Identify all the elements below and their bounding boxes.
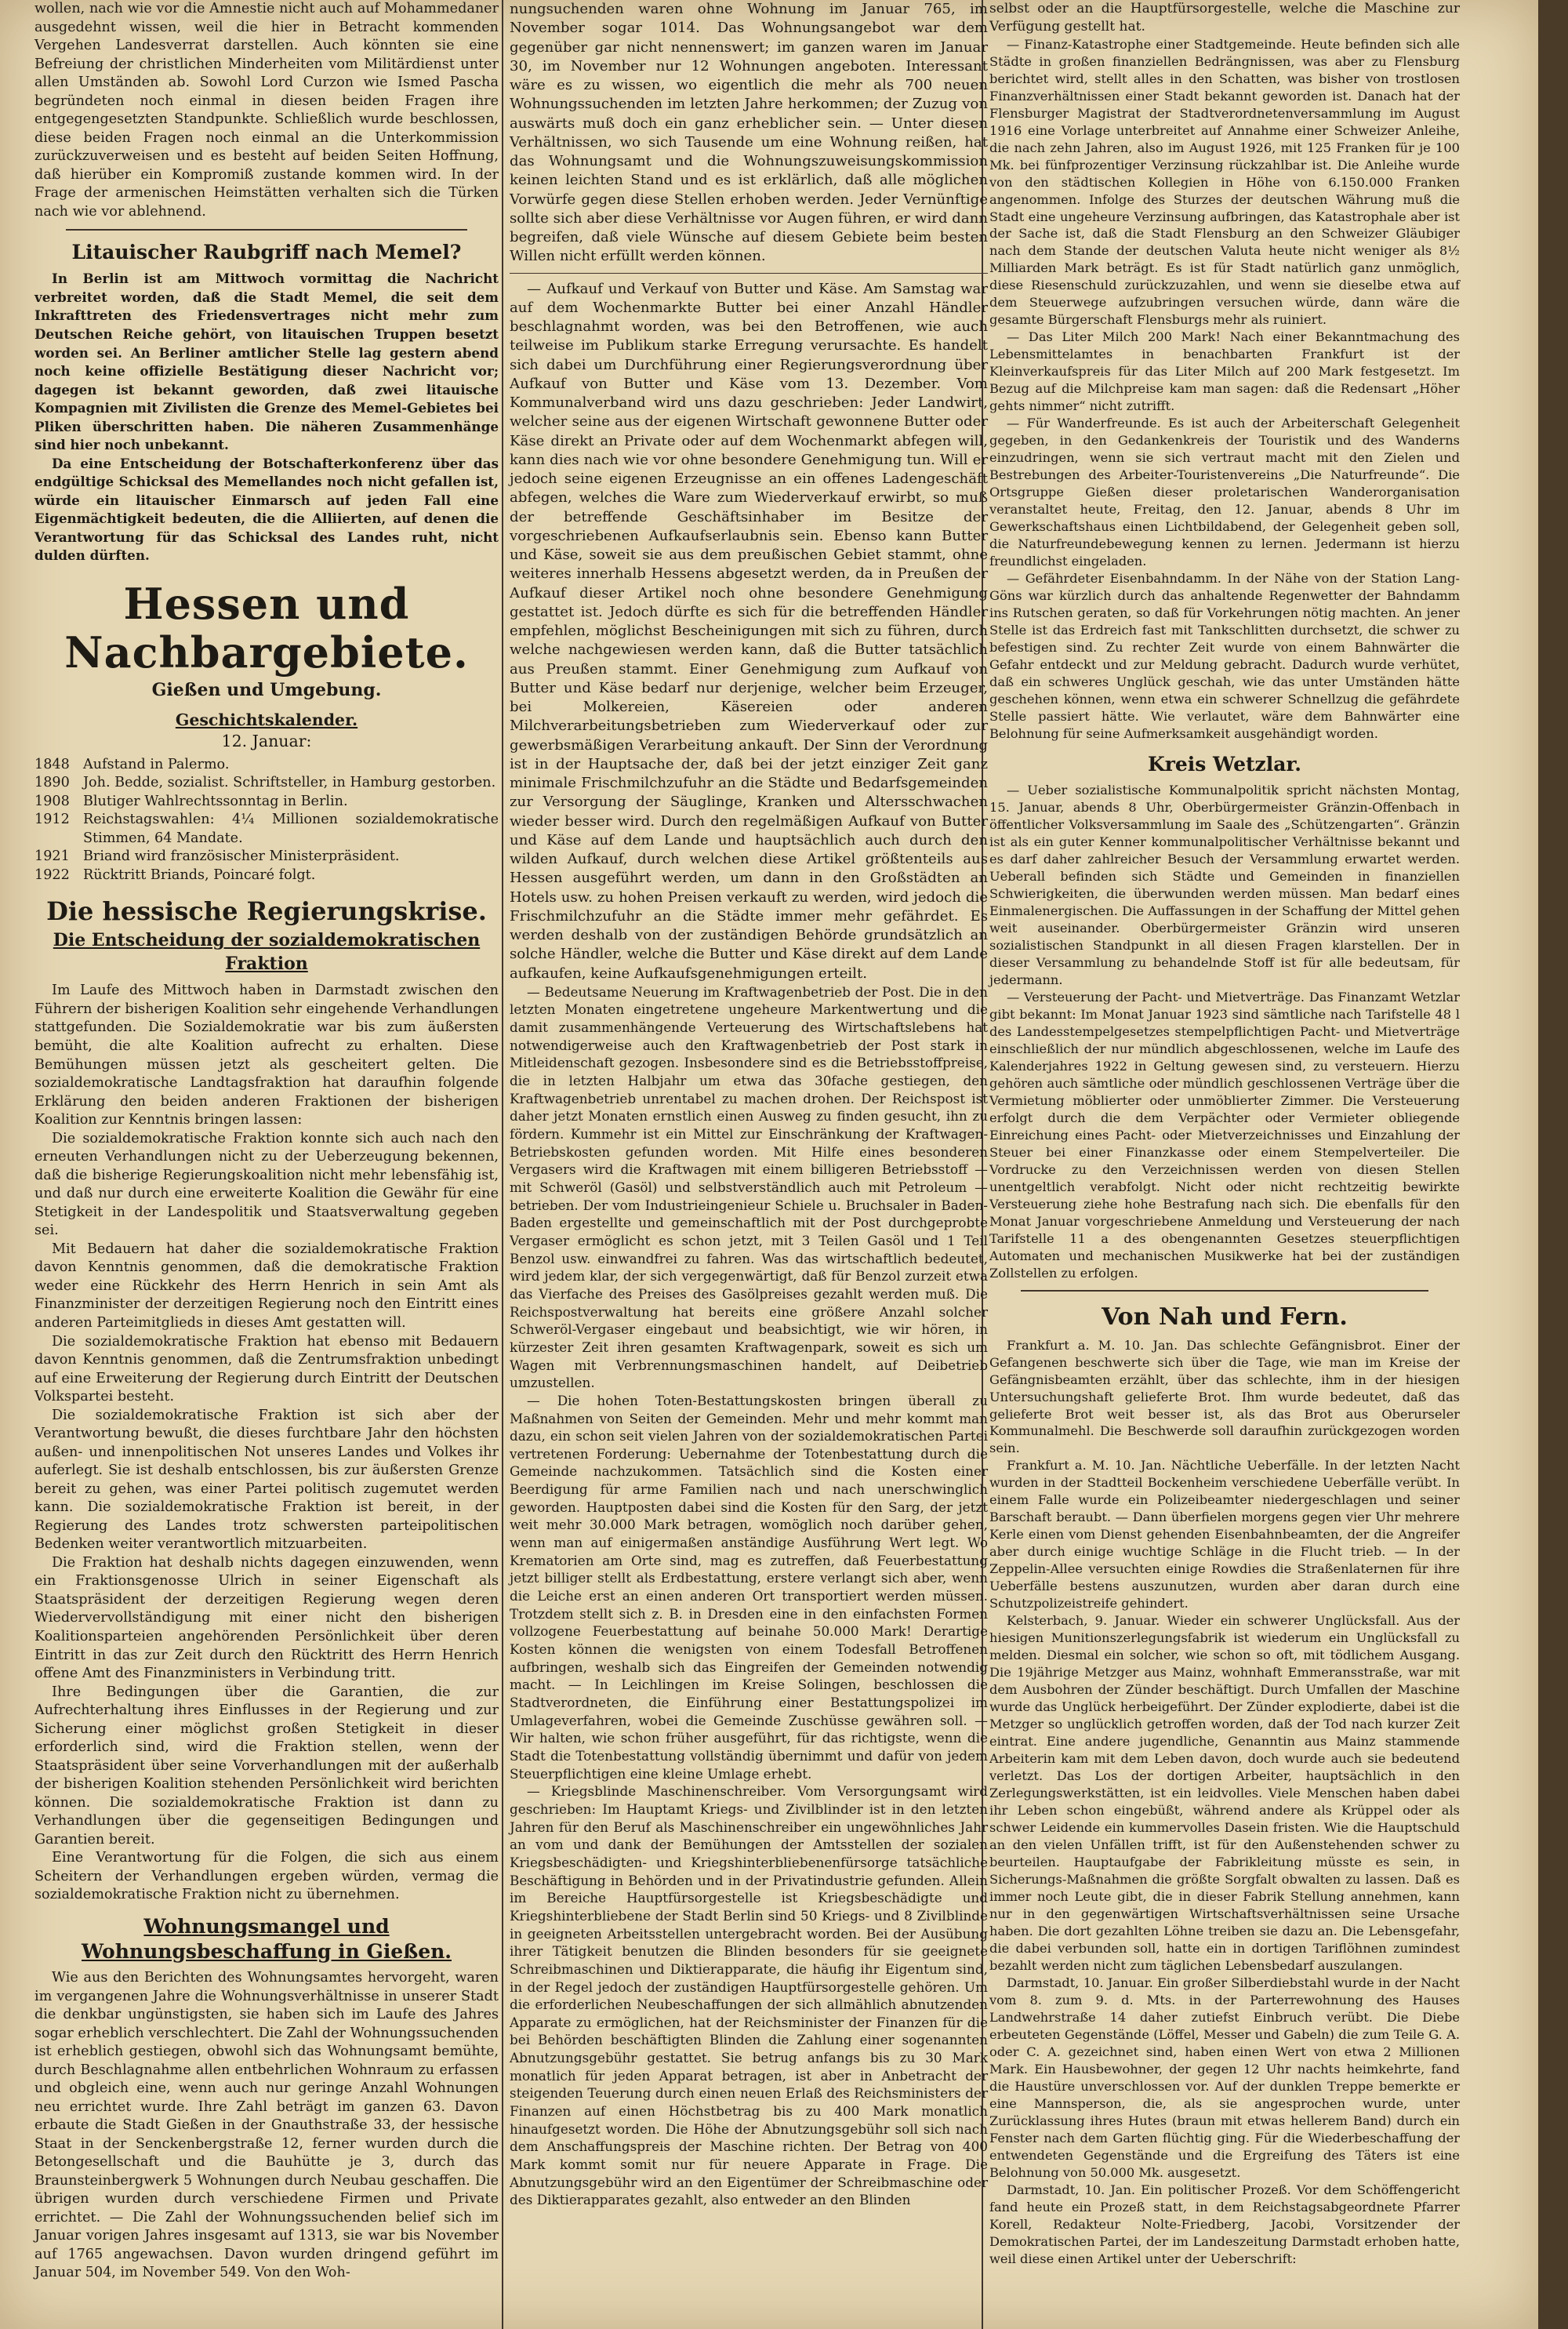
article-text: Da eine Entscheidung der Botschafterkonferenz über das endgültige Schicksal des Memellandes noch nicht gefallen ist, würde ein litauischer Einmarsch auf jeden Fall eine Eigenmächtigkeit bedeuten, die die Alliierten, auf denen die Verantwortung für das Schicksal des Landes ruht, nicht dulden dürften. [34, 455, 499, 564]
article-text: Mit Bedauern hat daher die sozialdemokratische Fraktion davon Kenntnis genommen, daß die demokratische Fraktion weder eine Rückkehr des Herrn Henrich in sein Amt als Finanzminister der derzeitigen Regierung noch den Eintritt eines anderen Parteimitglieds in dieses Amt gestatten will. [34, 1241, 499, 1331]
article-text: — Kriegsblinde Maschinenschreiber. Vom Versorgungsamt wird geschrieben: Im Hauptamt Kriegs- und Zivilblinder ist in den letzten Jahren für den Beruf als Maschinenschreiber ein ungewöhnliches Jahr an vom und dank der Bemühungen der Amtsstellen der sozialen Kriegsbeschädigten- und Kriegshinterbliebenenfürsorge tatsächliche Beschäftigung in Behörden und in der Privatindustrie gefunden. Allein im Bereiche Hauptfürsorgestelle ist Kriegsbeschädigte und Kriegshinterbliebene der Stadt Berlin sind 50 Kriegs- und 8 Zivilblinde in geeigneten Arbeitsstellen untergebracht worden. Bei der Ausübung ihrer Tätigkeit benutzen die Blinden besonders für sie geeignete Schreibmaschinen und Diktierapparate, die häufig ihr Eigentum sind, in der Regel jedoch der zuständigen Hauptfürsorgestelle gehören. Um die erforderlichen Neubeschaffungen der sich allmählich abnutzenden Apparate zu ermöglichen, hat der Reichsminister der Finanzen für die bei Behörden beschäftigten Blinden die Zahlung einer sogenannten Abnutzungsgebühr gestattet. Sie betrug anfangs bis zu 30 Mark monatlich für jeden Apparat betragen, ist aber in Anbetracht der steigenden Teuerung durch einen neuen Erlaß des Reichsministers der Finanzen auf einen Höchstbetrag bis zu 400 Mark monatlich hinaufgesetzt worden. Die Höhe der Abnutzungsgebühr soll sich nach dem Anschaffungspreis der Maschine richten. Der Betrag von 400 Mark kommt somit nur für neuere Apparate in Frage. Die Abnutzungsgebühr wird an den Eigentümer der Schreibmaschine oder des Diktierapparates gezahlt, also entweder an den Blinden [510, 1783, 988, 2208]
article-text: nungsuchenden waren ohne Wohnung im Januar 765, im November sogar 1014. Das Wohnungsangebot war dem gegenüber gar nicht nennenswert; im ganzen waren im Januar 30, im November nur 12 Wohnungen angeboten. Interessant wäre es zu wissen, wo eigentlich die mehr als 700 neuen Wohnungssuchenden im letzten Jahre herkommen; der Zuzug von auswärts muß doch ein ganz erheblicher sein. — Unter diesen Verhältnissen, wo sich Tausende um eine Wohnung reißen, hat das Wohnungsamt und die Wohnungszuweisungskommission keinen leichten Stand und es ist erklärlich, daß alle möglichen Vorwürfe gegen diese Stellen erhoben werden. Jeder Vernünftige sollte sich aber diese Verhältnisse vor Augen führen, er wird dann begreifen, daß viele Wünsche auf diesem Gebiete beim besten Willen nicht erfüllt werden können. [510, 1, 988, 265]
article-text: — Aufkauf und Verkauf von Butter und Käse. Am Samstag war auf dem Wochenmarkte Butter bei einer Anzahl Händler beschlagnahmt worden, was bei den Betroffenen, wie auch teilweise im Publikum starke Erregung verursachte. Es handelt sich dabei um Durchführung einer Regierungsverordnung über Aufkauf von Butter und Käse vom 13. Dezember. Vom Kommunalverband wird uns dazu geschrieben: Jeder Landwirt, welcher seine aus der eigenen Wirtschaft gewonnene Butter oder Käse direkt an Private oder auf dem Wochenmarkt abfegen will, kann dies nach wie vor ohne besondere Genehmigung tun. Will er jedoch seine eigenen Erzeugnisse an ein offenes Ladengeschäft abfegen, welches die Ware zum Wiederverkauf erwirbt, so muß der betreffende Geschäftsinhaber im Besitze der vorgeschriebenen Aufkaufserlaubnis sein. Ebenso kann Butter und Käse, soweit sie aus dem preußischen Gebiet stammt, ohne weiteres innerhalb Hessens abgesetzt werden, da in Preußen der Aufkauf dieser Artikel noch ohne besondere Genehmigung gestattet ist. Jedoch dürfte es sich für die betreffenden Händler empfehlen, möglichst Bescheinigungen mit sich zu führen, durch welche nachgewiesen werden kann, daß die Butter tatsächlich aus Preußen stammt. Einer Genehmigung zum Aufkauf von Butter und Käse bedarf nur derjenige, welcher beim Erzeuger, bei Molkereien, Käsereien oder anderen Milchverarbeitungsbetrieben zum Wiederverkauf oder zur gewerbsmäßigen Verarbeitung ankauft. Der Sinn der Verordnung ist in der Hauptsache der, daß bei der jetzt einziger Zeit ganz minimale Frischmilchzufuhr an die Städte und Bedarfsgemeinden zur Versorgung der Säuglinge, Kranken und Altersschwachen wieder besser wird. Durch den regelmäßigen Aufkauf von Butter und Käse auf dem Lande und hauptsächlich auch durch den wilden Aufkauf, durch welchen diese Artikel größtenteils aus Hessen ausgeführt werden, um dann in den Großstädten an Hotels usw. zu hohen Preisen verkauft zu werden, wird jedoch die Frischmilchzufuhr an die Städte immer mehr gefährdet. Es werden deshalb von der zuständigen Behörde grundsätzlich an solche Händler, welche die Butter und Käse direkt auf dem Lande aufkaufen, keine Aufkaufsgenehmigungen erteilt. [510, 280, 988, 982]
headline-wetzlar: Kreis Wetzlar. [1147, 753, 1302, 776]
article-text: — Die hohen Toten-Bestattungskosten bringen überall zu Maßnahmen von Seiten der Gemeinden. Mehr und mehr kommt man dazu, ein schon seit vielen Jahren von der sozialdemokratischen Partei vertretenen Forderung: Uebernahme der Totenbestattung durch die Gemeinde nachzukommen. Tatsächlich sind die Kosten einer Beerdigung für arme Familien nach und nach unerschwinglich geworden. Hauptposten dabei sind die Kosten für den Sarg, der jetzt weit mehr 30.000 Mark betragen, womöglich noch darüber gehen, wenn man auf einigermaßen anständige Ausführung Wert legt. Wo Krematorien am Orte sind, mag es zutreffen, daß Feuerbestattung jetzt billiger stellt als Erdbestattung, erstere verlangt sich aber, wenn die Leiche erst an einen anderen Ort transportiert werden müssen. Trotzdem stellt sich z. B. in Dresden eine in den einfachsten Formen vollzogene Feuerbestattung auf beinahe 50.000 Mark! Derartige Kosten können die wenigsten von einem Todesfall Betroffenen aufbringen, weshalb sich das Eingreifen der Gemeinden notwendig macht. — In Leichlingen im Kreise Solingen, beschlossen die Stadtverordneten, die Einführung einer Bestattungspolizei im Umlageverfahren, wobei die Gemeinde Zuschüsse gewähren soll. — Wir halten, wie schon früher ausgeführt, für das richtigste, wenn die Stadt die Totenbestattung vollständig übernimmt und dafür von jedem Steuerpflichtigen eine kleine Umlage erhebt. [510, 1392, 988, 1782]
left-column [34, 0, 499, 2283]
calendar-entry: 1912 Reichstagswahlen: 4¼ Millionen sozialdemokratische Stimmen, 64 Mandate. [34, 812, 499, 846]
headline-fern: Von Nah und Fern. [1102, 1303, 1348, 1331]
article-text: — Gefährdeter Eisenbahndamm. In der Nähe von der Station Lang-Göns war kürzlich durch das anhaltende Regenwetter der Bahndamm ins Rutschen geraten, so daß für Vorkehrungen nötig machten. An jener Stelle ist das Erdreich fast mit Tankschlitten durchsetzt, die schwer zu befestigen sind. Zu rechter Zeit wurde von einem Bahnwärter die Gefahr entdeckt und zur Meldung gebracht. Dadurch wurde verhütet, daß ein schweres Unglück geschah, wie das unter Umständen hätte geschehen können, wenn etwa ein schwerer Schnellzug die gefährdete Stelle passiert hätte. Wie verlautet, wäre dem Bahnwärter eine Belohnung für seine Aufmerksamkeit ausgehändigt worden. [989, 571, 1460, 742]
article-text: Die sozialdemokratische Fraktion hat ebenso mit Bedauern davon Kenntnis genommen, daß die Zentrumsfraktion unbedingt auf eine Erweiterung der Regierung durch Eintritt der Deutschen Volkspartei besteht. [34, 1333, 499, 1405]
middle-column [510, 0, 988, 2209]
divider [66, 229, 467, 231]
article-text: — Bedeutsame Neuerung im Kraftwagenbetrieb der Post. Die in den letzten Monaten eingetretene ungeheure Markentwertung und die damit zusammenhängende Verteuerung des Wirtschaftslebens hat notwendigerweise auch den Kraftwagenbetrieb der Post stark in Mitleidenschaft gezogen. Insbesondere sind es die Betriebsstoffpreise, die in letzten Halbjahr um etwa das 30fache gestiegen, den Kraftwagenbetrieb unrentabel zu machen drohen. Der Reichspost ist daher jetzt Monaten ernstlich einen Ausweg zu finden gesucht, ihn zu fördern. Kummehr ist ein Mittel zur Einschränkung der Kraftwagen-Betriebskosten gefunden worden. Mit Hilfe eines besonderen Vergasers wird die Kraftwagen mit einem billigeren Betriebsstoff — mit Schweröl (Gasöl) und selbstverständlich auch mit Petroleum — betrieben. Der vom Industrieingenieur Schiele u. Bruchsaler in Baden-Baden ergestellte und gemeinschaftlich mit der Post durchgeprobte Vergaser ermöglicht es schon jetzt, mit 3 Teilen Gasöl und 1 Teil Benzol usw. einwandfrei zu fahren. Was das wirtschaftlich bedeutet, wird jedem klar, der sich vergegenwärtigt, daß für Benzol zurzeit etwa das Vierfache des Preises des Gasölpreises gezahlt werden muß. Die Reichspostverwaltung hat bereits eine größere Anzahl solcher Schweröl-Vergaser eingebaut und beabsichtigt, wie wir hören, in kürzester Zeit ihren gesamten Kraftwagenpark, soweit es sich um Wagen mit Verbrennungsmaschinen handelt, auf Deibetrieb umzustellen. [510, 983, 988, 1391]
calendar-entry: 1922 Rücktritt Briands, Poincaré folgt. [34, 867, 316, 883]
article-text: Im Laufe des Mittwoch haben in Darmstadt zwischen den Führern der bisherigen Koalition sehr eingehende Verhandlungen stattgefunden. Die Sozialdemokratie war bis zum äußersten bemüht, die alte Koalition aufrecht zu erhalten. Diese Bemühungen müssen jetzt als gescheitert gelten. Die sozialdemokratische Landtagsfraktion hat daraufhin folgende Erklärung den beiden anderen Fraktionen der bisherigen Koalition zur Kenntnis bringen lassen: [34, 983, 499, 1128]
article-text: selbst oder an die Hauptfürsorgestelle, welche die Maschine zur Verfügung gestellt hat. [989, 1, 1460, 35]
calendar-entry: 1890 Joh. Bedde, sozialist. Schriftsteller, in Hamburg gestorben. [34, 775, 496, 791]
calendar-entry: 1921 Briand wird französischer Ministerpräsident. [34, 848, 400, 865]
divider [510, 273, 988, 274]
article-text: Die sozialdemokratische Fraktion konnte sich auch nach den erneuten Verhandlungen nicht zu der Ueberzeugung bekennen, daß die bisherige Regierungskoalition nicht mehr lebensfähig ist, und daß nur durch eine erweiterte Koalition die Gewähr für eine Stetigkeit in der Landespolitik und Staatsverwaltung gegeben sei. [34, 1130, 499, 1239]
article-text: Die sozialdemokratische Fraktion ist sich aber der Verantwortung bewußt, die dieses furchtbare Jahr den höchsten außen- und innenpolitischen Not unseres Landes und Volkes ihr auferlegt. Sie ist deshalb entschlossen, bis zur äußersten Grenze bereit zu gehen, was einer Partei politisch zugemutet werden kann. Die sozialdemokratische Fraktion ist bereit, in der Regierung des Landes trotz schwersten parteipolitischen Bedenken weiter verantwortlich mitzuarbeiten. [34, 1407, 499, 1553]
section-subheadline: Gießen und Umgebung. [151, 679, 382, 700]
article-text: — Finanz-Katastrophe einer Stadtgemeinde. Heute befinden sich alle Städte in großen finanziellen Bedrängnissen, was aber zu Flensburg berichtet wird, stellt alles in den Schatten, was bisher von trostlosen Finanzverhältnissen einer Stadt bekannt geworden ist. Danach hat der Flensburger Magistrat der Stadtverordnetenversammlung im August 1916 eine Vorlage unterbreitet auf Annahme einer Schweizer Anleihe, die nach zehn Jahren, also im August 1926, mit 125 Franken für je 100 Mk. bei fünfprozentiger Verzinsung rückzahlbar ist. Die Anleihe wurde von den städtischen Kollegien in Höhe von 6.150.000 Franken angenommen. Infolge des Sturzes der deutschen Währung muß die Stadt eine ungeheure Verzinsung aufbringen, das Katastrophale aber ist der Sache ist, daß die Stadt Flensburg an den Schweizer Gläubiger nach dem Stande der deutschen Valuta heute nicht weniger als 8½ Milliarden Mark beträgt. Es ist für Stadt natürlich ganz unmöglich, diese Riesenschuld zurückzuzahlen, und wenn sie dieselbe etwa auf dem Steuerwege aufzubringen versuchen würde, dann wäre die gesamte Bürgerschaft Flensburgs mehr als ruiniert. [989, 36, 1460, 328]
article-text: Frankfurt a. M. 10. Jan. Nächtliche Ueberfälle. In der letzten Nacht wurden in der Stadtteil Bockenheim verschiedene Ueberfälle verübt. In einem Falle wurde ein Polizeibeamter niedergeschlagen und seiner Barschaft beraubt. — Dann überfielen morgens gegen vier Uhr mehrere Kerle einen vom Dienst gehenden Eisenbahnbeamten, der die Angreifer aber durch einige wuchtige Schläge in die Flucht trieb. — In der Zeppelin-Allee versuchten einige Rowdies die Straßenlaternen für ihre Ueberfälle bestens auszunutzen, wurden aber daran durch eine Schutzpolizeistreife gehindert. [989, 1458, 1460, 1611]
calendar-entry: 1848 Aufstand in Palermo. [34, 756, 230, 772]
article-text: Darmstadt, 10. Jan. Ein politischer Prozeß. Vor dem Schöffengericht fand heute ein Prozeß statt, in dem Reichstagsabgeordnete Pfarrer Korell, Redakteur Nolte-Friedberg, Jacobi, Vorsitzender der Demokratischen Partei, der im Landeszeitung Darmstadt erhoben hatte, weil diese einen Artikel unter der Ueberschrift: [989, 2182, 1460, 2266]
article-text: — Für Wanderfreunde. Es ist auch der Arbeiterschaft Gelegenheit gegeben, in den Gedankenkreis der Touristik und des Wanderns einzudringen, wenn sie sich vertraut macht mit den Zielen und Bestrebungen des Arbeiter-Touristenvereins „Die Naturfreunde“. Die Ortsgruppe Gießen dieser proletarischen Wanderorganisation veranstaltet heute, Freitag, den 12. Januar, abends 8 Uhr im Gewerkschaftshaus einen Lichtbildabend, der Gelegenheit geben soll, die Naturfreundebewegung kennen zu lernen. Jedermann ist hierzu freundlichst eingeladen. [989, 416, 1460, 569]
calendar-entry: 1908 Blutiger Wahlrechtssonntag in Berlin. [34, 793, 348, 809]
article-text: In Berlin ist am Mittwoch vormittag die Nachricht verbreitet worden, daß die Stadt Memel, die seit dem Inkrafttreten des Friedensvertrages nicht mehr zum Deutschen Reiche gehört, von litauischen Truppen besetzt worden sei. An Berliner amtlicher Stelle lag gestern abend noch keine offizielle Bestätigung dieser Nachricht vor; dagegen ist bekannt geworden, daß zwei litauische Kompagnien mit Zivilisten die Grenze des Memel-Gebietes bei Pliken überschritten haben. Die näheren Zusammenhänge sind hier noch unbekannt. [34, 271, 499, 453]
article-text: Ihre Bedingungen über die Garantien, die zur Aufrechterhaltung ihres Einflusses in der Regierung und zur Sicherung einer möglichst großen Stetigkeit in dieser erforderlich sind, wird die Fraktion stellen, wenn der Staatspräsident über seine Vorverhandlungen mit der außerhalb der bisherigen Koalition stehenden Persönlichkeit wird berichten können. Die sozialdemokratische Fraktion ist dann zu Verhandlungen über die gegenseitigen Bedingungen und Garantien bereit. [34, 1684, 499, 1848]
article-text: — Das Liter Milch 200 Mark! Nach einer Bekanntmachung des Lebensmittelamtes in benachbarten Frankfurt ist der Kleinverkaufspreis für das Liter Milch auf 200 Mark festgesetzt. Im Bezug auf die Milchpreise kam man sagen: daß die Redensart „Höher gehts nimmer“ nicht zutrifft. [989, 329, 1460, 414]
article-text: Wie aus den Berichten des Wohnungsamtes hervorgeht, waren im vergangenen Jahre die Wohnungsverhältnisse in unserer Stadt die denkbar ungünstigsten, sie haben sich im Laufe des Jahres sogar erheblich verschlechtert. Die Zahl der Wohnungssuchenden ist erheblich gestiegen, obwohl sich das Wohnungsamt bemühte, durch Beschlagnahme allen entbehrlichen Wohnraum zu erfassen und obgleich eine, wenn auch nur geringe Anzahl Wohnungen neu errichtet wurde. Ihre Zahl beträgt im ganzen 63. Davon erbaute die Stadt Gießen in der Gnauthstraße 33, der hessische Staat in der Senckenbergstraße 12, ferner wurden durch die Betongesellschaft und die Bauhütte je 3, durch das Braunsteinbergwerk 5 Wohnungen durch Neubau geschaffen. Die übrigen wurden durch verschiedene Firmen und Private errichtet. — Die Zahl der Wohnungssuchenden belief sich im Januar vorigen Jahres insgesamt auf 1313, sie war bis November auf 1765 angewachsen. Davon wurden dringend geführt im Januar 504, im November 549. Von den Woh- [34, 1969, 499, 2281]
divider [1021, 1290, 1428, 1292]
calendar-title: Geschichtskalender. [175, 710, 358, 729]
article-text: Kelsterbach, 9. Januar. Wieder ein schwerer Unglücksfall. Aus der hiesigen Munitionszerlegungsfabrik ist wiederum ein Unglücksfall zu melden. Diesmal ein solcher, wie schon so oft, mit tödlichem Ausgang. Die 19jährige Metzger aus Mainz, wohnhaft Emmeransstraße, war mit dem Ausbohren der Zünder beschäftigt. Durch Umfallen der Maschine wurde das Unglück herbeigeführt. Der Zünder explodierte, dabei ist die Metzger so unglücklich getroffen worden, daß der Tod nach kurzer Zeit eintrat. Eine andere jugendliche, Genanntin aus Mainz stammende Arbeiterin kam mit dem Leben davon, doch wurde auch sie bedeutend verletzt. Das Los der dortigen Arbeiter, hauptsächlich in den Zerlegungswerkstätten, ist ein leidvolles. Viele Menschen haben dabei ihr Leben schon eingebüßt, während andere als Krüppel oder als schwer Leidende ein kummervolles Dasein fristen. Wie die Hauptschuld an den vielen Unfällen trifft, ist für den Außenstehenden schwer zu beurteilen. Hauptaufgabe der Fabrikleitung müsste es sein, in Sicherungs-Maßnahmen die größte Sorgfalt obwalten zu lassen. Daß es immer noch Leute gibt, die in dieser Fabrik Stellung annehmen, kann nur in den gegenwärtigen Wirtschaftsverhältnissen seine Ursache haben. Die dort gezahlten Löhne treiben sie dazu an. Die Lebensgefahr, die dabei verbunden soll, hatte ein in dortigen Tariflöhnen zumindest bezahlt werden nicht zum täglichen Lebensbedarf auszulangen. [989, 1613, 1460, 1973]
section-headline: Hessen und Nachbargebiete. [64, 578, 469, 678]
article-text: wollen, nach wie vor die Amnestie nicht auch auf Mohammedaner ausgedehnt wissen, weil die hier in Betracht kommenden Vergehen Landesverrat darstellen. Auch könnten sie eine Befreiung der christlichen Minderheiten vom Militärdienst unter allen Umständen ab. Sowohl Lord Curzon wie Ismed Pascha begründeten noch einmal in diesen beiden Fragen ihre entgegengesetzten Standpunkte. Schließlich wurde beschlossen, diese beiden Fragen noch einmal an die Unterkommission zurückzuverweisen und es besteht auf beiden Seiten Hoffnung, daß hierüber ein Kompromiß zustande kommen wird. In der Frage der armenischen Heimstätten verhalten sich die Türken nach wie vor ablehnend. [34, 1, 499, 220]
headline-memel: Litauischer Raubgriff nach Memel? [71, 241, 462, 264]
article-text: — Versteuerung der Pacht- und Mietverträge. Das Finanzamt Wetzlar gibt bekannt: Im Monat Januar 1923 sind sämtliche nach Tarifstelle 48 l des Landesstempelgesetzes stempelpflichtigen Pacht- und Mietverträge einschließlich der nur mündlich abgeschlossenen, welche im Laufe des Kalenderjahres 1922 in Geltung gewesen sind, zu versteuern. Hierzu gehören auch sämtliche oder mündlich geschlossenen Verträge über die Vermietung möblierter oder unmöblierter Zimmer. Die Versteuerung erfolgt durch die dem Verpächter oder Vermieter obliegende Einreichung eines Pacht- oder Mietverzeichnisses und Einzahlung der Steuer bei einer Finanzkasse oder einem Stempelverteiler. Die Vordrucke zu den Verzeichnissen werden von diesen Stellen unentgeltlich verabfolgt. Nicht oder nicht rechtzeitig bewirkte Versteuerung ziehe hohe Bestrafung nach sich. Die ebenfalls für den Monat Januar vorgeschriebene Anmeldung und Versteuerung der nach Tarifstelle 11 a des obengenannten Gesetzes steuerpflichtigen Automaten und mechanischen Musikwerke hat bei der zuständigen Zollstellen zu erfolgen. [989, 989, 1460, 1281]
calendar-date: 12. Januar: [221, 732, 312, 751]
right-column [989, 0, 1460, 2268]
subheadline-crisis: Die Entscheidung der sozialdemokratischen Fraktion [53, 930, 481, 975]
calendar-list [34, 756, 499, 885]
article-text: Frankfurt a. M. 10. Jan. Das schlechte Gefängnisbrot. Einer der Gefangenen beschwerte sich über die Tage, wie man im Kreise der Gefängnisbeamten erzählt, über das schlechte, ihm in der hiesigen Untersuchungshaft gelieferte Brot. Ihm wurde bedeutet, daß das gelieferte Brot weit besser ist, als das Brot aus Oberurseler Kommunalmehl. Die Beschwerde soll daraufhin zurückgezogen worden sein. [989, 1337, 1460, 1456]
column-rule [502, 0, 503, 2329]
article-text: Darmstadt, 10. Januar. Ein großer Silberdiebstahl wurde in der Nacht vom 8. zum 9. d. Mts. in der Parterrewohnung des Hauses Landwehrstraße 14 daher zutiefst Einbruch verübt. Die Diebe erbeuteten Gegenstände (Löffel, Messer und Gabeln) die zum Teile G. A. oder C. A. gezeichnet sind, haben einen Wert von etwa 2 Millionen Mark. Ein Hausbewohner, der gegen 12 Uhr nachts heimkehrte, fand die Haustüre unverschlossen vor. Auf der dunklen Treppe bemerkte er eine Mannsperson, die, als sie angesprochen wurde, unter Zurücklassung ihres Hutes (braun mit etwas hellerem Band) durch ein Fenster nach dem Garten flüchtig ging. Für die Wiederbeschaffung der entwendeten Gegenstände und die Ergreifung des Täters ist eine Belohnung von 50.000 Mk. ausgesetzt. [989, 1975, 1460, 2180]
article-text: — Ueber sozialistische Kommunalpolitik spricht nächsten Montag, 15. Januar, abends 8 Uhr, Oberbürgermeister Gränzin-Offenbach in öffentlicher Volksversammlung im Saale des „Schützengarten“. Gränzin ist als ein guter Kenner kommunalpolitischer Verhältnisse bekannt und es darf daher zahlreicher Besuch der Versammlung erwartet werden. Ueberall befinden sich Städte und Gemeinden in finanziellen Schwierigkeiten, die überwunden werden müssen. Man bedarf eines Einmalenergischen. Die Auffassungen in der Schaffung der Mittel gehen weit auseinander. Oberbürgermeister Gränzin wird unseren sozialistischen Standpunkt in all diesen Fragen klarstellen. Der in dieser Versammlung zu behandelnde Stoff ist für alle bedeutsam, für jedermann. [989, 783, 1460, 987]
headline-crisis: Die hessische Regierungskrise. [46, 896, 487, 927]
headline-housing: Wohnungsmangel und Wohnungsbeschaffung in Gießen. [82, 1914, 452, 1963]
article-text: Die Fraktion hat deshalb nichts dagegen einzuwenden, wenn ein Fraktionsgenosse Ulrich in seiner Eigenschaft als Staatspräsident der derzeitigen Regierung wegen deren Wiedervervollständigung mit einer nicht den bisherigen Koalitionsparteien angehörenden Persönlichkeit über deren Eintritt in das zur Zeit durch den Rücktritt des Herrn Henrich offene Amt des Finanzministers in Verbindung tritt. [34, 1554, 499, 1682]
article-text: Eine Verantwortung für die Folgen, die sich aus einem Scheitern der Verhandlungen ergeben würden, vermag die sozialdemokratische Fraktion nicht zu übernehmen. [34, 1850, 499, 1903]
page-edge [1538, 0, 1568, 2329]
